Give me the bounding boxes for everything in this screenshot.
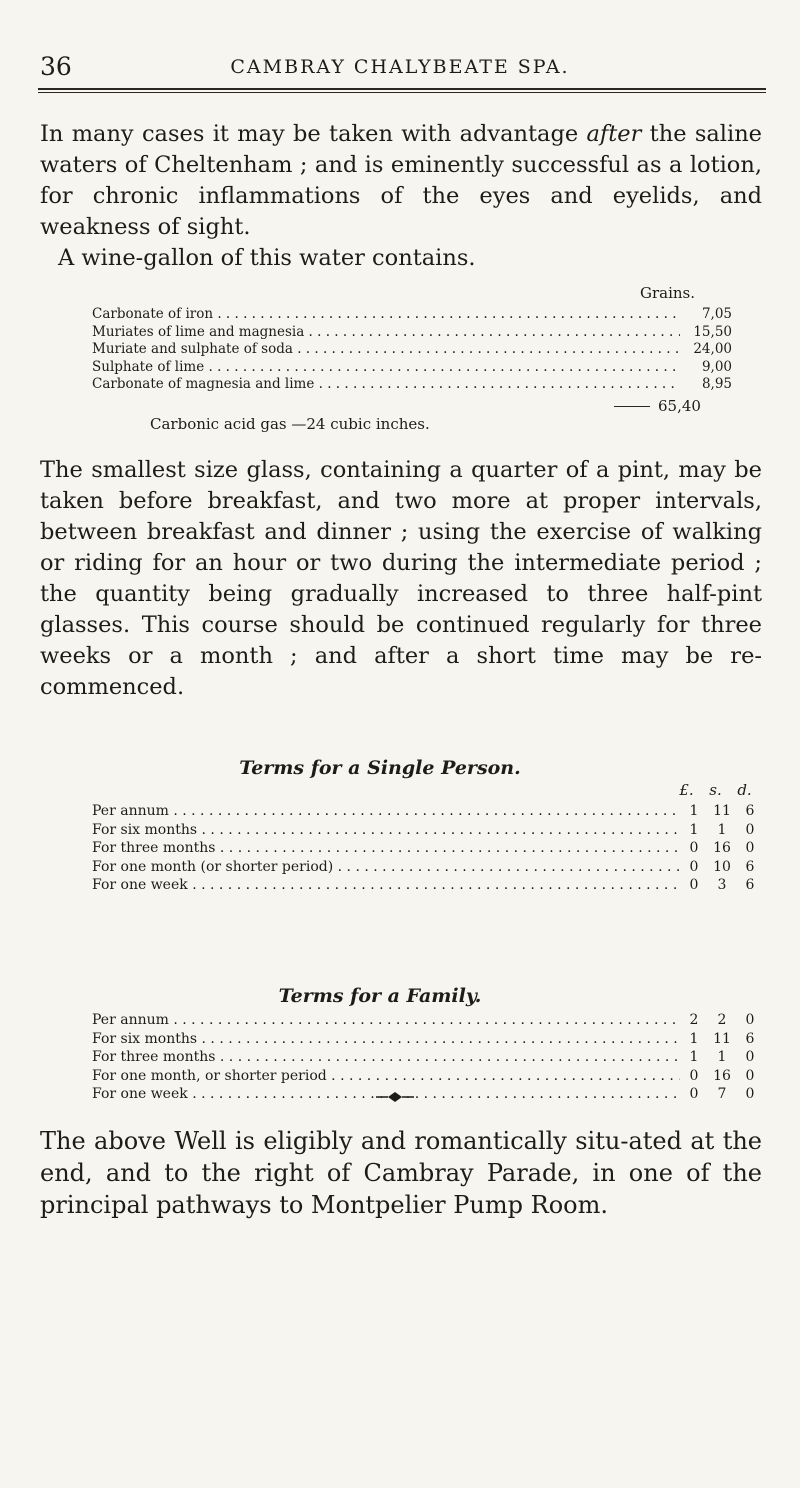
table-row: Muriates of lime and magnesia . . . 15,50 — [92, 324, 732, 342]
grains-heading: Grains. — [640, 284, 696, 302]
mineral-analysis-table — [92, 306, 732, 394]
table-row: For six months . . . 1 1 0 — [92, 822, 764, 841]
terms-family-table — [92, 1012, 764, 1105]
terms-single-table — [92, 803, 764, 896]
table-row: For one month, or shorter period . . . 0 16 0 — [92, 1068, 764, 1087]
header-rule-thin — [38, 92, 766, 93]
table-row: For one week . . . 0 3 6 — [92, 877, 764, 896]
table-row: For one month (or shorter period) . . . 0 10 6 — [92, 859, 764, 878]
total-rule — [614, 406, 650, 407]
page-number: 36 — [40, 52, 72, 81]
gas-note: Carbonic acid gas —24 cubic inches. — [150, 415, 430, 433]
table-row: Carbonate of iron . . . 7,05 — [92, 306, 732, 324]
running-title: CAMBRAY CHALYBEATE SPA. — [230, 56, 570, 78]
table-row: For six months . . . 1 11 6 — [92, 1031, 764, 1050]
table-row: For one week . . . 0 7 0 — [92, 1086, 764, 1105]
terms-family-title: Terms for a Family. — [278, 985, 482, 1007]
running-head — [0, 52, 800, 92]
analysis-total: 65,40 — [658, 397, 701, 415]
table-row: For three months . . . 0 16 0 — [92, 840, 764, 859]
paragraph-dosage: The smallest size glass, containing a quarter of a pint, may be taken before breakfast, and two more at proper intervals, between breakfast and dinner ; using the exercise of walking or riding for an hour or two during the intermediate period ; the quantity being gradually increased to three half-pint glasses. This course should be continued regularly for three weeks or a month ; and after a short time may be re-commenced. — [40, 457, 762, 700]
paragraph-contents-intro: A wine-gallon of this water contains. — [58, 245, 476, 271]
paragraph-usage: In many cases it may be taken with advantage after the saline waters of Cheltenham ; and is eminently successful as a lotion, for chronic inflammations of the eyes and eyelids, and weakness of sight. — [40, 121, 762, 240]
header-rule — [38, 88, 766, 90]
table-row: Sulphate of lime . . . 9,00 — [92, 359, 732, 377]
paragraph-location: The above Well is eligibly and romantically situ-ated at the end, and to the right of Cambray Parade, in one of the principal pathways to Montpelier Pump Room. — [40, 1127, 762, 1219]
table-row: For three months . . . 1 1 0 — [92, 1049, 764, 1068]
table-row: Per annum . . . 2 2 0 — [92, 1012, 764, 1031]
italic-word: after — [586, 121, 642, 147]
table-row: Per annum . . . 1 11 6 — [92, 803, 764, 822]
ornament-icon — [376, 1090, 414, 1104]
terms-single-title: Terms for a Single Person. — [239, 757, 521, 779]
table-row: Muriate and sulphate of soda . . . 24,00 — [92, 341, 732, 359]
currency-heading: £. s. d. — [679, 781, 752, 799]
table-row: Carbonate of magnesia and lime . . . 8,95 — [92, 376, 732, 394]
